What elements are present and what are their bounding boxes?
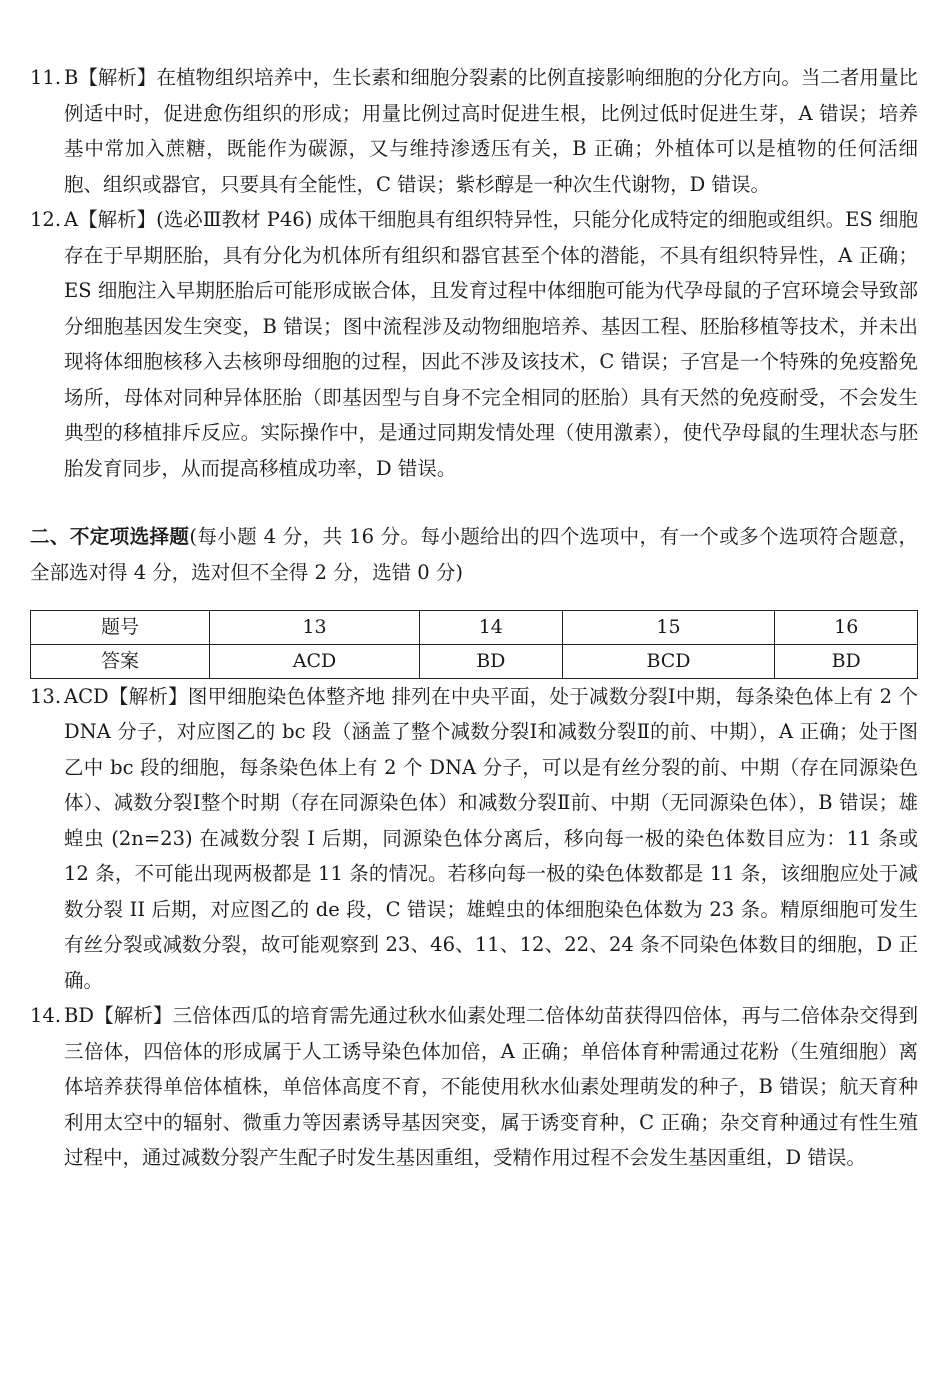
item-number: 14. — [30, 1004, 62, 1027]
item-number: 11. — [30, 66, 62, 89]
section-instructions: (每小题 4 分，共 16 分。每小题给出的四个选项中，有一个或多个选项符合题意，全部选对得 4 分，选对但不全得 2 分，选错 0 分) — [30, 525, 918, 584]
answer-item-14 — [30, 998, 918, 1176]
table-cell-answer: BD — [420, 644, 563, 678]
answer-table — [30, 610, 918, 679]
table-row-label: 答案 — [31, 644, 210, 678]
section-title: 二、不定项选择题 — [30, 525, 190, 548]
section-heading-block — [30, 519, 918, 590]
table-row-label: 题号 — [31, 610, 210, 644]
table-cell-number: 16 — [775, 610, 918, 644]
table-cell-answer: BCD — [562, 644, 775, 678]
table-cell-number: 14 — [420, 610, 563, 644]
table-cell-answer: BD — [775, 644, 918, 678]
item-explanation: A【解析】(选必Ⅲ教材 P46) 成体干细胞具有组织特异性，只能分化成特定的细胞或组织。ES 细胞存在于早期胚胎，具有分化为机体所有组织和器官甚至个体的潜能，不具有组织特异性，A 正确；ES 细胞注入早期胚胎后可能形成嵌合体，且发育过程中体细胞可能为代孕母鼠的子宫环境会导致部分细胞基因发生突变，B 错误；图中流程涉及动物细胞培养、基因工程、胚胎移植等技术，并未出现将体细胞核移入去核卵母细胞的过程，因此不涉及该技术，C 错误；子宫是一个特殊的免疫豁免场所，母体对同种异体胚胎（即基因型与自身不完全相同的胚胎）具有天然的免疫耐受，不会发生典型的移植排斥反应。实际操作中，是通过同期发情处理（使用激素），使代孕母鼠的生理状态与胚胎发育同步，从而提高移植成功率，D 错误。 — [64, 208, 918, 480]
table-cell-number: 15 — [562, 610, 775, 644]
answer-item-13 — [30, 679, 918, 999]
item-number: 12. — [30, 208, 62, 231]
item-number: 13. — [30, 684, 62, 708]
table-row-answers — [31, 644, 918, 678]
answer-item-12 — [30, 202, 918, 486]
table-row-numbers — [31, 610, 918, 644]
item-explanation: ACD【解析】图甲细胞染色体整齐地 排列在中央平面，处于减数分裂Ⅰ中期，每条染色体上有 2 个 DNA 分子，对应图乙的 bc 段（涵盖了整个减数分裂Ⅰ和减数分裂Ⅱ的前、中期），A 正确；处于图乙中 bc 段的细胞，每条染色体上有 2 个 DNA 分子，可以是有丝分裂的前、中期（存在同源染色体）、减数分裂Ⅰ整个时期（存在同源染色体）和减数分裂Ⅱ前、中期（无同源染色体），B 错误；雄蝗虫 (2n=23) 在减数分裂 I 后期，同源染色体分离后，移向每一极的染色体数目应为：11 条或 12 条，不可能出现两极都是 11 条的情况。若移向每一极的染色体数都是 11 条，该细胞应处于减数分裂 II 后期，对应图乙的 de 段，C 错误；雄蝗虫的体细胞染色体数为 23 条。精原细胞可发生有丝分裂或减数分裂，故可能观察到 23、46、11、12、22、24 条不同染色体数目的细胞，D 正确。 — [64, 684, 918, 992]
item-explanation: BD【解析】三倍体西瓜的培育需先通过秋水仙素处理二倍体幼苗获得四倍体，再与二倍体杂交得到三倍体，四倍体的形成属于人工诱导染色体加倍，A 正确；单倍体育种需通过花粉（生殖细胞）离体培养获得单倍体植株，单倍体高度不育，不能使用秋水仙素处理萌发的种子，B 错误；航天育种利用太空中的辐射、微重力等因素诱导基因突变，属于诱变育种，C 正确；杂交育种通过有性生殖过程中，通过减数分裂产生配子时发生基因重组，受精作用过程不会发生基因重组，D 错误。 — [64, 1004, 918, 1169]
table-cell-answer: ACD — [210, 644, 420, 678]
table-cell-number: 13 — [210, 610, 420, 644]
item-explanation: B【解析】在植物组织培养中，生长素和细胞分裂素的比例直接影响细胞的分化方向。当二者用量比例适中时，促进愈伤组织的形成；用量比例过高时促进生根，比例过低时促进生芽，A 错误；培养基中常加入蔗糖，既能作为碳源，又与维持渗透压有关，B 正确；外植体可以是植物的任何活细胞、组织或器官，只要具有全能性，C 错误；紫杉醇是一种次生代谢物，D 错误。 — [64, 66, 918, 196]
answer-item-11 — [30, 60, 918, 202]
